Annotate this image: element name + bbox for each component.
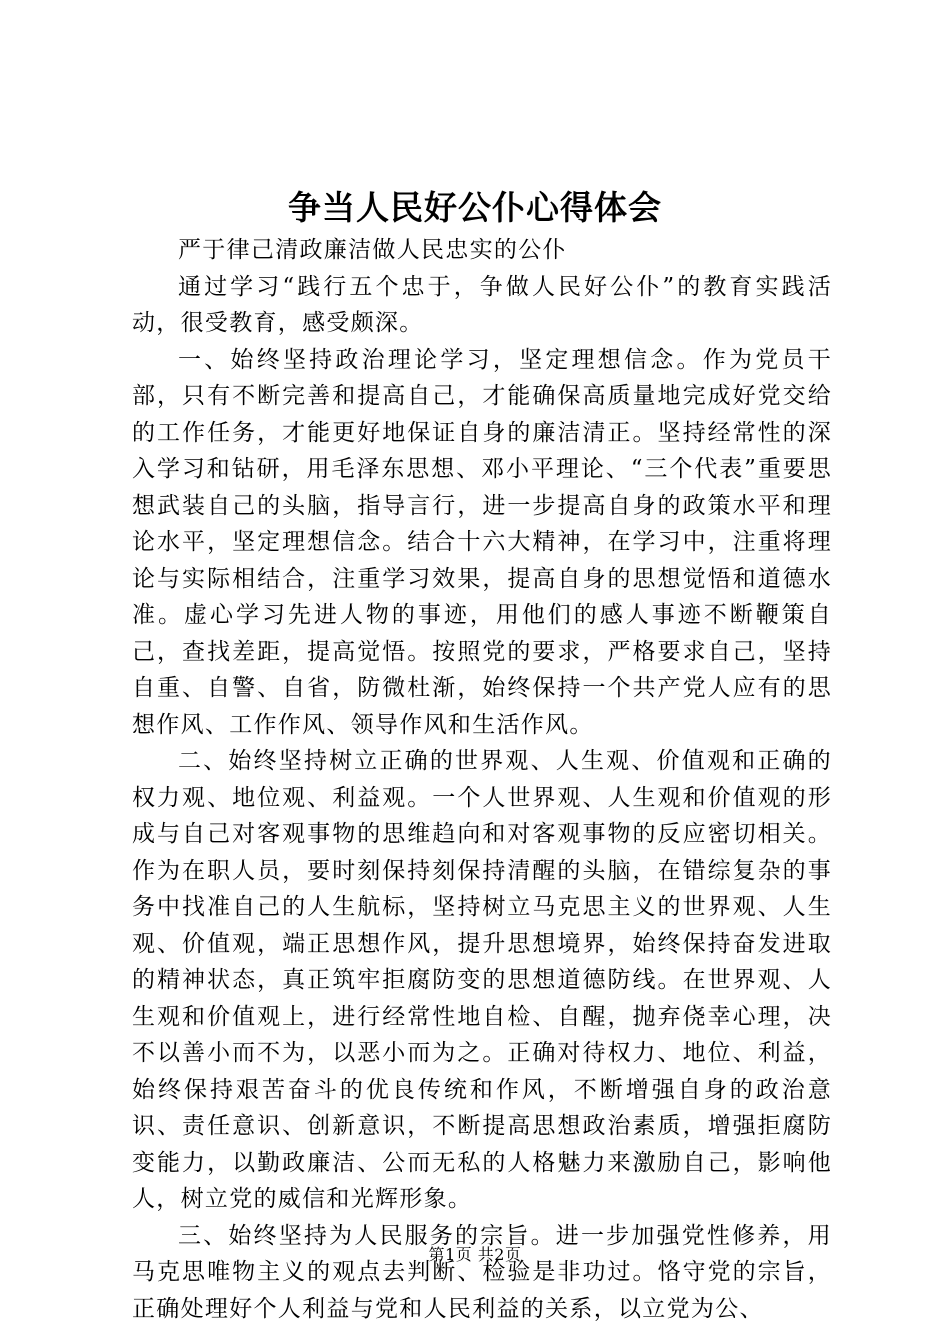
page-number-footer: 第1页 共2页 [428, 1245, 522, 1264]
paragraph-section-two: 二、始终坚持树立正确的世界观、人生观、价值观和正确的权力观、地位观、利益观。一个人世界观、人生观和价值观的形成与自己对客观事物的思维趋向和对客观事物的反应密切相关。作为在职人员，要时刻保持刻保持清醒的头脑，在错综复杂的事务中找准自己的人生航标，坚持树立马克思主义的世界观、人生观、价值观，端正思想作风，提升思想境界，始终保持奋发进取的精神状态，真正筑牢拒腐防变的思想道德防线。在世界观、人生观和价值观上，进行经常性地自检、自醒，抛弃侥幸心理，决不以善小而不为，以恶小而为之。正确对待权力、地位、利益，始终保持艰苦奋斗的优良传统和作风，不断增强自身的政治意识、责任意识、创新意识，不断提高思想政治素质，增强拒腐防变能力，以勤政廉洁、公而无私的人格魅力来激励自己，影响他人，树立党的威信和光辉形象。 [132, 748, 832, 1212]
paragraph-section-three: 三、始终坚持为人民服务的宗旨。进一步加强党性修养，用马克思唯物主义的观点去判断、检验是非功过。恪守党的宗旨，正确处理好个人利益与党和人民利益的关系，以立党为公、 [132, 1222, 832, 1322]
paragraph-intro: 通过学习“践行五个忠于，争做人民好公仆”的教育实践活动，很受教育，感受颇深。 [132, 273, 832, 336]
document-body [132, 232, 832, 1327]
document-title: 争当人民好公仆心得体会 [288, 188, 662, 227]
paragraph-subtitle: 严于律己清政廉洁做人民忠实的公仆 [178, 237, 567, 263]
paragraph-section-one: 一、始终坚持政治理论学习，坚定理想信念。作为党员干部，只有不断完善和提高自己，才能确保高质量地完成好党交给的工作任务，才能更好地保证自身的廉洁清正。坚持经常性的深入学习和钻研，用毛泽东思想、邓小平理论、“三个代表”重要思想武装自己的头脑，指导言行，进一步提高自身的政策水平和理论水平，坚定理想信念。结合十六大精神，在学习中，注重将理论与实际相结合，注重学习效果，提高自身的思想觉悟和道德水准。虚心学习先进人物的事迹，用他们的感人事迹不断鞭策自己，查找差距，提高觉悟。按照党的要求，严格要求自己，坚持自重、自警、自省，防微杜渐，始终保持一个共产党人应有的思想作风、工作作风、领导作风和生活作风。 [132, 346, 832, 738]
